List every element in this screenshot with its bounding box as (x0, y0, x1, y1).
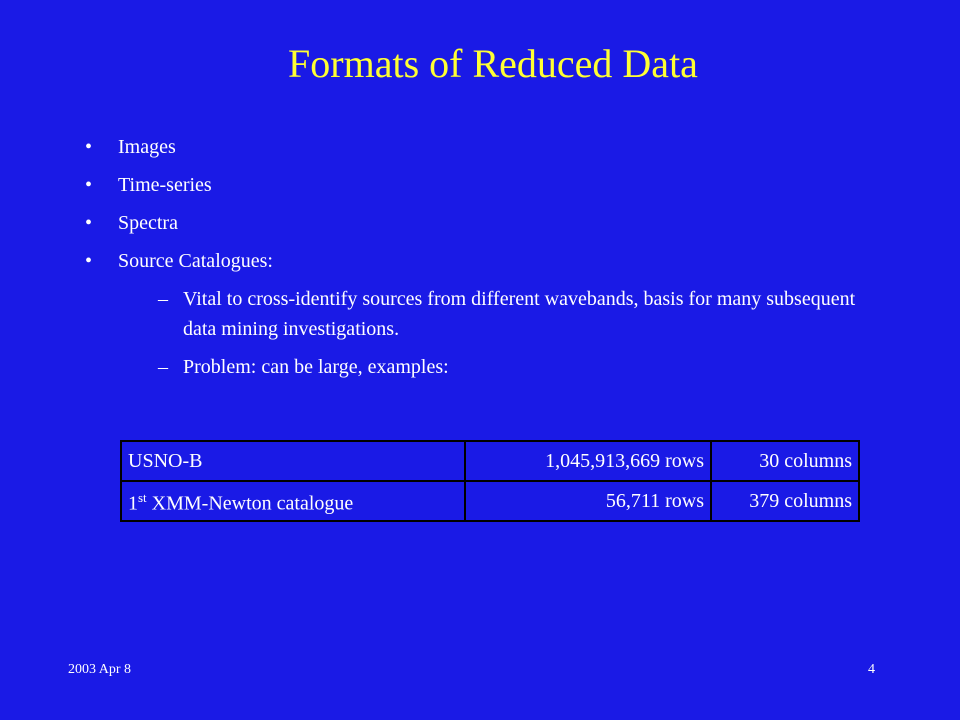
row-count-cell: 1,045,913,669 rows (465, 441, 711, 481)
catalogue-name-cell (121, 441, 465, 481)
table-row (121, 481, 859, 521)
bullet-text: Time-series (118, 174, 212, 196)
bullet-item-spectra (85, 208, 885, 238)
column-count-cell: 379 columns (711, 481, 859, 521)
row-count-cell: 56,711 rows (465, 481, 711, 521)
footer-date: 2003 Apr 8 (68, 662, 131, 677)
bullet-marker: • (85, 136, 93, 158)
catalogue-name-ordinal: 1 (128, 492, 138, 515)
dash-marker: – (158, 356, 168, 378)
bullet-item-source-catalogues (85, 246, 885, 276)
column-count-cell: 30 columns (711, 441, 859, 481)
sub-bullet-list (158, 284, 885, 382)
sub-bullet-text: Vital to cross-identify sources from different wavebands, basis for many subsequent data mining investigations. (183, 288, 856, 340)
catalogue-name-cell (121, 481, 465, 521)
sub-bullet-text: Problem: can be large, examples: (183, 356, 449, 378)
bullet-text: Source Catalogues: (118, 250, 273, 272)
bullet-list (85, 132, 885, 390)
page-number: 4 (868, 662, 875, 677)
bullet-marker: • (85, 212, 93, 234)
catalogue-name: USNO-B (128, 450, 203, 472)
bullet-text: Images (118, 136, 176, 158)
sub-bullet-item-problem (158, 352, 883, 382)
bullet-item-time-series (85, 170, 885, 200)
slide-title: Formats of Reduced Data (288, 41, 698, 86)
dash-marker: – (158, 288, 168, 310)
catalogue-size-table (120, 440, 860, 522)
bullet-text: Spectra (118, 212, 178, 234)
catalogue-name: XMM-Newton catalogue (146, 492, 354, 515)
sub-bullet-item-vital (158, 284, 883, 344)
bullet-marker: • (85, 174, 93, 196)
catalogue-name-superscript: st (138, 490, 147, 506)
bullet-marker: • (85, 250, 93, 272)
table-row (121, 441, 859, 481)
bullet-item-images (85, 132, 885, 162)
